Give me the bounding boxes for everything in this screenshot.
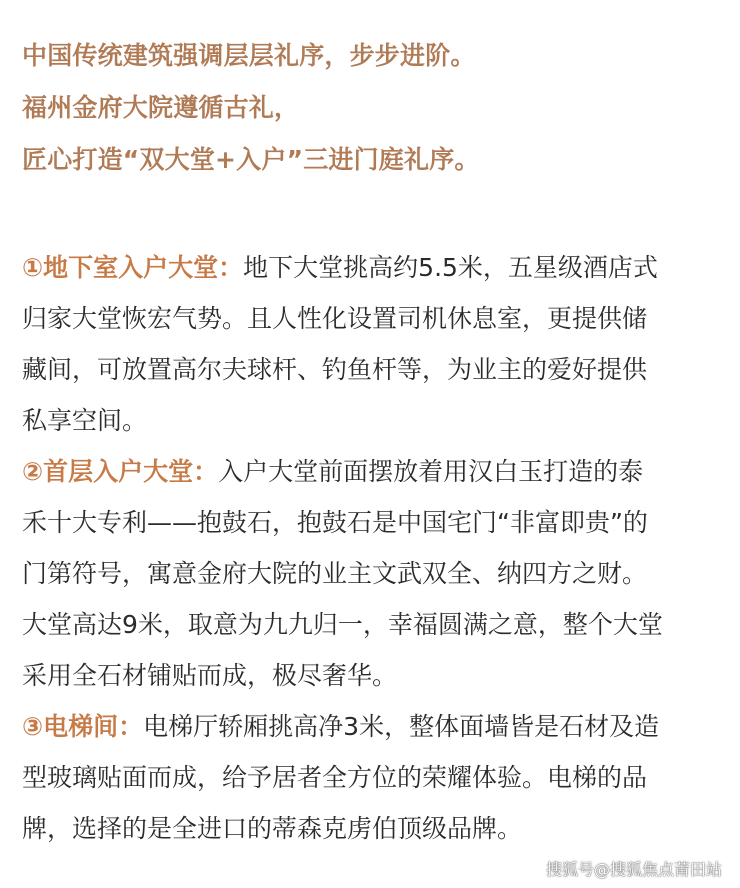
section-text: 入户大堂前面摆放着用汉白玉打造的泰 <box>218 457 644 486</box>
section-text: 藏间，可放置高尔夫球杆、钓鱼杆等，为业主的爱好提供 <box>22 355 648 384</box>
section-text: 私享空间。 <box>22 406 148 435</box>
section-text: 型玻璃贴面而成，给予居者全方位的荣耀体验。电梯的品 <box>22 763 648 792</box>
intro-line: 中国传统建筑强调层层礼序，步步进阶。 <box>22 41 476 70</box>
intro-block <box>22 38 722 194</box>
section-basement-lobby <box>22 242 722 446</box>
section-elevator-hall <box>22 701 722 854</box>
section-text: 地下大堂挑高约5.5米，五星级酒店式 <box>243 253 658 282</box>
section-ground-lobby <box>22 446 722 701</box>
intro-line: 福州金府大院遵循古礼， <box>22 93 300 122</box>
section-text: 电梯厅轿厢挑高净3米，整体面墙皆是石材及造 <box>143 712 660 741</box>
section-text: 禾十大专利——抱鼓石，抱鼓石是中国宅门“非富即贵”的 <box>22 508 648 537</box>
section-heading: ②首层入户大堂： <box>22 457 219 486</box>
section-text: 门第符号，寓意金府大院的业主文武双全、纳四方之财。 <box>22 559 648 588</box>
section-text: 大堂高达9米，取意为九九归一，幸福圆满之意，整个大堂 <box>22 610 663 639</box>
section-first-line <box>22 242 722 293</box>
section-heading: ①地下室入户大堂： <box>22 253 244 282</box>
section-text: 归家大堂恢宏气势。且人性化设置司机休息室，更提供储 <box>22 304 648 333</box>
section-first-line <box>22 701 722 752</box>
section-text: 采用全石材铺贴而成，极尽奢华。 <box>22 661 398 690</box>
intro-line: 匠心打造“双大堂+入户”三进门庭礼序。 <box>22 145 480 174</box>
section-first-line <box>22 446 722 497</box>
section-heading: ③电梯间： <box>22 712 144 741</box>
article-body <box>22 242 722 854</box>
source-watermark: 搜狐号@搜狐焦点莆田站 <box>545 860 722 879</box>
section-text: 牌，选择的是全进口的蒂森克虏伯顶级品牌。 <box>22 814 523 843</box>
